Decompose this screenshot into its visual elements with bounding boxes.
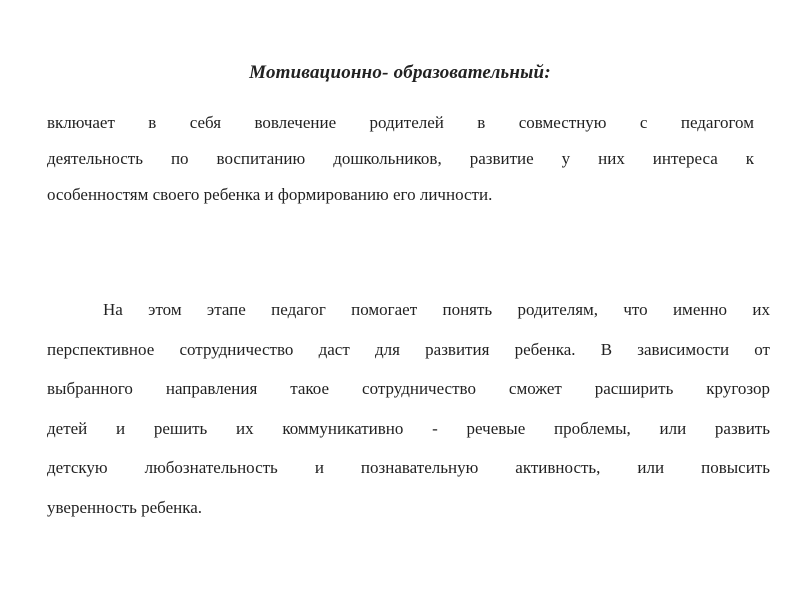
paragraph-line: детскую любознательность и познавательную активность, или повысить [47,458,770,477]
paragraph-line: детей и решить их коммуникативно - речевые проблемы, или развить [47,418,770,438]
paragraph-line: На этом этапе педагог помогает понять родителям, что именно их [103,300,770,319]
paragraph-line: перспективное сотрудничество даст для развития ребенка. В зависимости от [47,339,770,359]
paragraph-description [47,290,770,527]
paragraph-line: выбранного направления такое сотрудничество сможет расширить кругозор [47,379,770,398]
paragraph-definition [47,105,754,213]
slide-heading: Мотивационно- образовательный: [249,62,551,83]
paragraph-line: включает в себя вовлечение родителей в совместную с педагогом [47,113,754,132]
paragraph-line: особенностям своего ребенка и формированию его личности. [47,185,493,204]
paragraph-line: уверенность ребенка. [47,497,203,517]
paragraph-line: деятельность по воспитанию дошкольников, развитие у них интереса к [47,149,754,168]
